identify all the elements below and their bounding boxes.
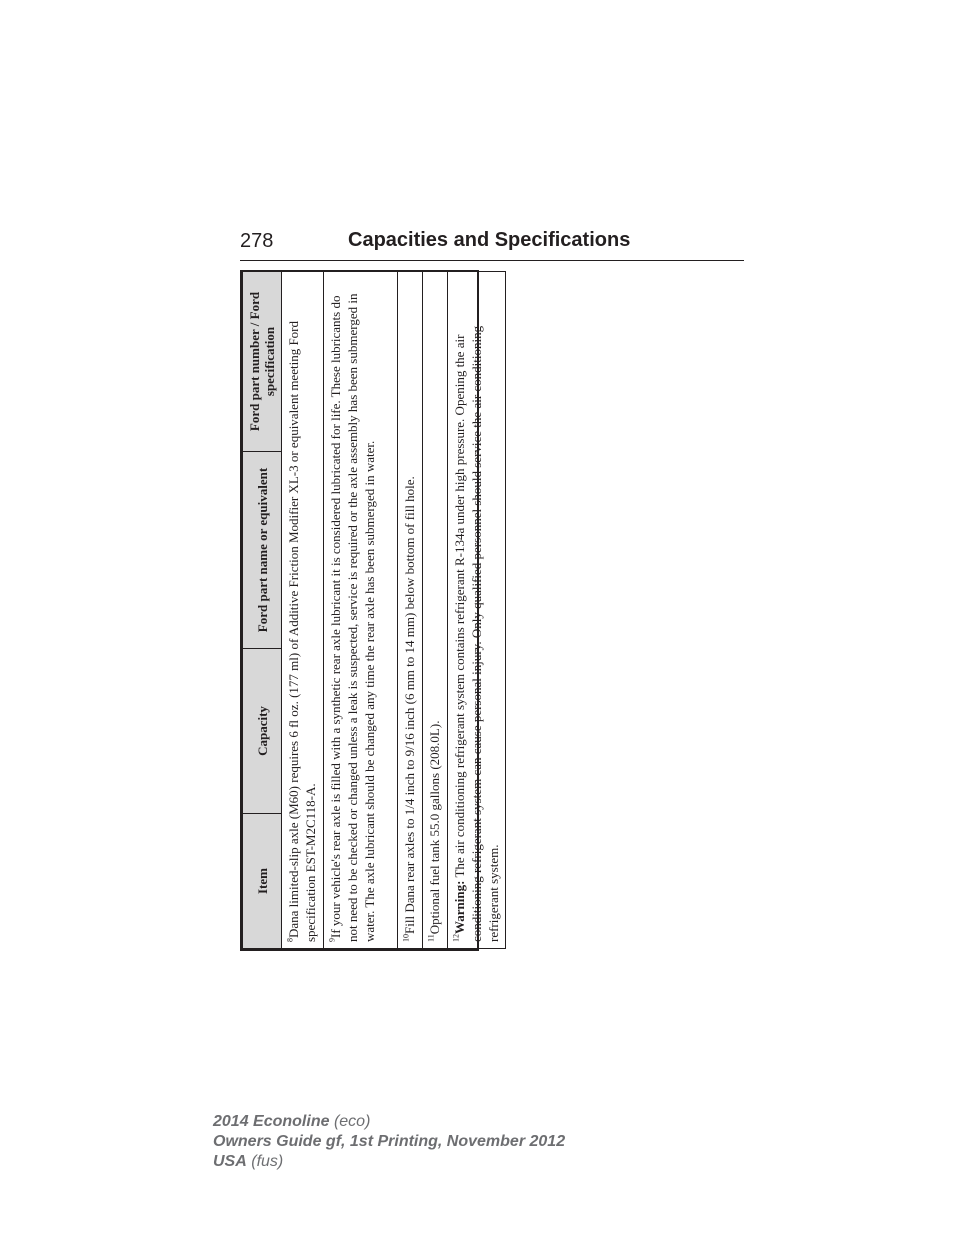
- footnote-text: Optional fuel tank 55.0 gallons (208.0L).: [427, 720, 442, 935]
- footer-line-3: [213, 1152, 565, 1172]
- footnote-10: [398, 272, 423, 949]
- warning-label: Warning:: [452, 880, 467, 934]
- footnote-number: 12: [451, 934, 461, 942]
- table-row: [448, 272, 506, 949]
- footer-model-code: (eco): [333, 1113, 371, 1130]
- footnote-text: If your vehicle's rear axle is filled with a synthetic rear axle lubricant it is considered lubricated for life. These lubricants do not need to be checked or changed unless a leak is suspected, service is required or the axle assembly has been submerged in water. The axle lubricant should be changed any time the rear axle has been submerged in water.: [328, 293, 377, 942]
- capacities-table-container: [240, 270, 501, 951]
- footer-market: USA: [213, 1153, 247, 1170]
- rotated-table: [240, 270, 501, 951]
- footnote-text: The air conditioning refrigerant system contains refrigerant R-134a under high pressure. Opening the air conditioning refrigerant system can cause personal injury. Only qualified personnel should service the air conditioning refrigerant system.: [452, 325, 501, 942]
- table-header-row: [243, 272, 282, 949]
- table-row: [423, 272, 448, 949]
- column-header-part-number: Ford part number / Ford specification: [243, 272, 282, 452]
- page-title: Capacities and Specifications: [348, 229, 631, 251]
- footer-line-1: [213, 1112, 565, 1132]
- page-number: 278: [240, 230, 274, 252]
- footnote-number: 10: [401, 934, 411, 942]
- footnote-number: 11: [426, 934, 436, 942]
- footer-model: 2014 Econoline: [213, 1113, 330, 1130]
- column-header-part-name: Ford part name or equivalent: [243, 452, 282, 649]
- footnote-text: Fill Dana rear axles to 1/4 inch to 9/16 inch (6 mm to 14 mm) below bottom of fill hole.: [402, 476, 417, 934]
- footnote-number: 8: [285, 938, 295, 942]
- footnote-11: [423, 272, 448, 949]
- capacities-table: [242, 271, 506, 949]
- footnote-text: Dana limited-slip axle (M60) requires 6 fl oz. (177 ml) of Additive Friction Modifier XL-3 or equivalent meeting Ford specification EST-M2C118-A.: [286, 321, 318, 942]
- page-footer: [213, 1112, 565, 1172]
- page-header: [240, 228, 744, 261]
- footer-printing: Owners Guide gf, 1st Printing, November 2012: [213, 1133, 566, 1150]
- footer-market-code: (fus): [251, 1153, 284, 1170]
- table-row: [282, 272, 324, 949]
- footnote-number: 9: [327, 938, 337, 942]
- column-header-item: Item: [243, 814, 282, 949]
- table-row: [324, 272, 398, 949]
- table-row: [398, 272, 423, 949]
- footnote-12: [448, 272, 506, 949]
- footer-line-2: [213, 1132, 565, 1152]
- footnote-9: [324, 272, 398, 949]
- footnote-8: [282, 272, 324, 949]
- column-header-capacity: Capacity: [243, 649, 282, 814]
